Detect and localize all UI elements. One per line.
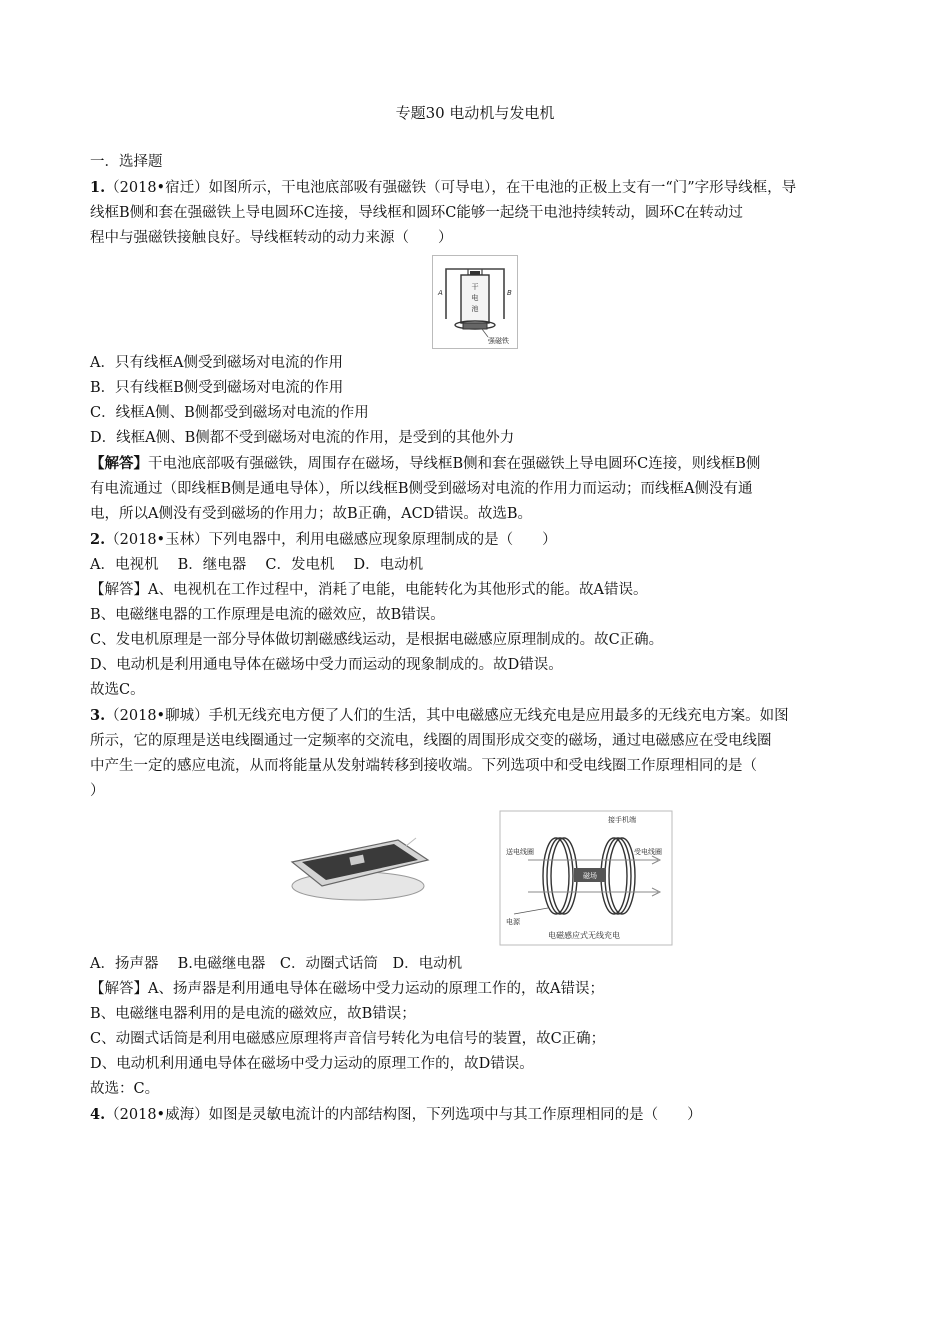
diagram-caption: 电磁感应式无线充电 <box>548 931 620 940</box>
answer-line: D、电动机利用通电导体在磁场中受力运动的原理工作的，故D错误。 <box>90 1056 534 1072</box>
page-title: 专题30 电动机与发电机 <box>395 104 555 122</box>
battery-frame-figure <box>432 255 518 349</box>
answer-line: C、动圈式话筒是利用电磁感应原理将声音信号转化为电信号的装置，故C正确； <box>90 1031 606 1047</box>
question-text-line: 所示，它的原理是送电线圈通过一定频率的交流电，线圈的周围形成交变的磁场，通过电磁感应在受电线圈 <box>90 733 772 749</box>
side-b-label: B <box>507 289 512 297</box>
answer-label: 【解答】 <box>90 582 148 598</box>
field-label: 磁场 <box>583 872 597 880</box>
section-heading: 一．选择题 <box>90 154 163 170</box>
receive-coil-label: 受电线圈 <box>634 848 662 856</box>
question-number: 4. <box>90 1106 106 1123</box>
answer-label: 【解答】 <box>90 455 148 472</box>
answer-line: B、电磁继电器利用的是电流的磁效应，故B错误； <box>90 1006 416 1022</box>
question-text-line: 中产生一定的感应电流，从而将能量从发射端转移到接收端。下列选项中和受电线圈工作原理相同的是（ <box>90 758 757 774</box>
answer-line: C、发电机原理是一部分导体做切割磁感线运动，是根据电磁感应原理制成的。故C正确。 <box>90 632 664 648</box>
wireless-charging-figure <box>278 810 674 946</box>
power-label: 电源 <box>506 918 520 926</box>
wireless-charging-diagram <box>278 810 674 946</box>
answer-line: A、电视机在工作过程中，消耗了电能，电能转化为其他形式的能。故A错误。 <box>148 582 648 598</box>
phone-end-label: 接手机端 <box>608 816 636 824</box>
answer-line: D、电动机是利用通电导体在磁场中受力而运动的现象制成的。故D错误。 <box>90 657 563 673</box>
magnet-label: 强磁铁 <box>488 337 509 345</box>
battery-label: 干 <box>471 283 479 291</box>
question-4 <box>90 1102 860 1128</box>
question-1 <box>90 175 860 527</box>
answer-line: 故选C。 <box>90 682 145 698</box>
option: C．线框A侧、B侧都受到磁场对电流的作用 <box>90 405 369 421</box>
answer-line: 故选：C。 <box>90 1081 160 1097</box>
question-text-line: （2018•玉林）下列电器中，利用电磁感应现象原理制成的是（ ） <box>105 532 557 548</box>
question-3 <box>90 703 860 1102</box>
question-text-line: ） <box>90 783 105 799</box>
answer-line: B、电磁继电器的工作原理是电流的磁效应，故B错误。 <box>90 607 445 623</box>
question-number: 3. <box>90 707 106 724</box>
question-number: 1. <box>90 179 106 196</box>
question-text-line: （2018•宿迁）如图所示，干电池底部吸有强磁铁（可导电），在干电池的正极上支有一“门”字形导线框，导 <box>105 180 797 196</box>
option: A．只有线框A侧受到磁场对电流的作用 <box>90 355 343 371</box>
question-text-line: 线框B侧和套在强磁铁上导电圆环C连接，导线框和圆环C能够一起绕干电池持续转动，圆环C在转动过 <box>90 205 743 221</box>
side-a-label: A <box>438 289 443 297</box>
send-coil-label: 送电线圈 <box>506 848 534 856</box>
answer-line: 电，所以A侧没有受到磁场的作用力；故B正确，ACD错误。故选B。 <box>90 506 532 522</box>
answer-line: A、扬声器是利用通电导体在磁场中受力运动的原理工作的，故A错误； <box>148 981 604 997</box>
document-body <box>90 150 860 1128</box>
battery-diagram <box>432 255 518 349</box>
question-text-line: （2018•聊城）手机无线充电方便了人们的生活，其中电磁感应无线充电是应用最多的无线充电方案。如图 <box>105 708 789 724</box>
options-line: A．扬声器 B.电磁继电器 C．动圈式话筒 D．电动机 <box>90 956 463 972</box>
question-text-line: 程中与强磁铁接触良好。导线框转动的动力来源（ ） <box>90 230 453 246</box>
question-2 <box>90 527 860 703</box>
coil-diagram <box>500 811 672 945</box>
option: D．线框A侧、B侧都不受到磁场对电流的作用，是受到的其他外力 <box>90 430 515 446</box>
answer-line: 干电池底部吸有强磁铁，周围存在磁场，导线框B侧和套在强磁铁上导电圆环C连接，则线框B侧 <box>148 456 761 472</box>
question-number: 2. <box>90 531 106 548</box>
option: B．只有线框B侧受到磁场对电流的作用 <box>90 380 344 396</box>
phone-on-pad-illustration <box>292 838 428 900</box>
battery-label: 电 <box>471 294 479 302</box>
options-line: A．电视机 B．继电器 C．发电机 D．电动机 <box>90 557 424 573</box>
answer-line: 有电流通过（即线框B侧是通电导体），所以线框B侧受到磁场对电流的作用力而运动；而线框A侧没有通 <box>90 481 753 497</box>
question-text-line: （2018•威海）如图是灵敏电流计的内部结构图，下列选项中与其工作原理相同的是（ ） <box>105 1107 702 1123</box>
answer-label: 【解答】 <box>90 981 148 997</box>
battery-label: 池 <box>471 305 479 313</box>
